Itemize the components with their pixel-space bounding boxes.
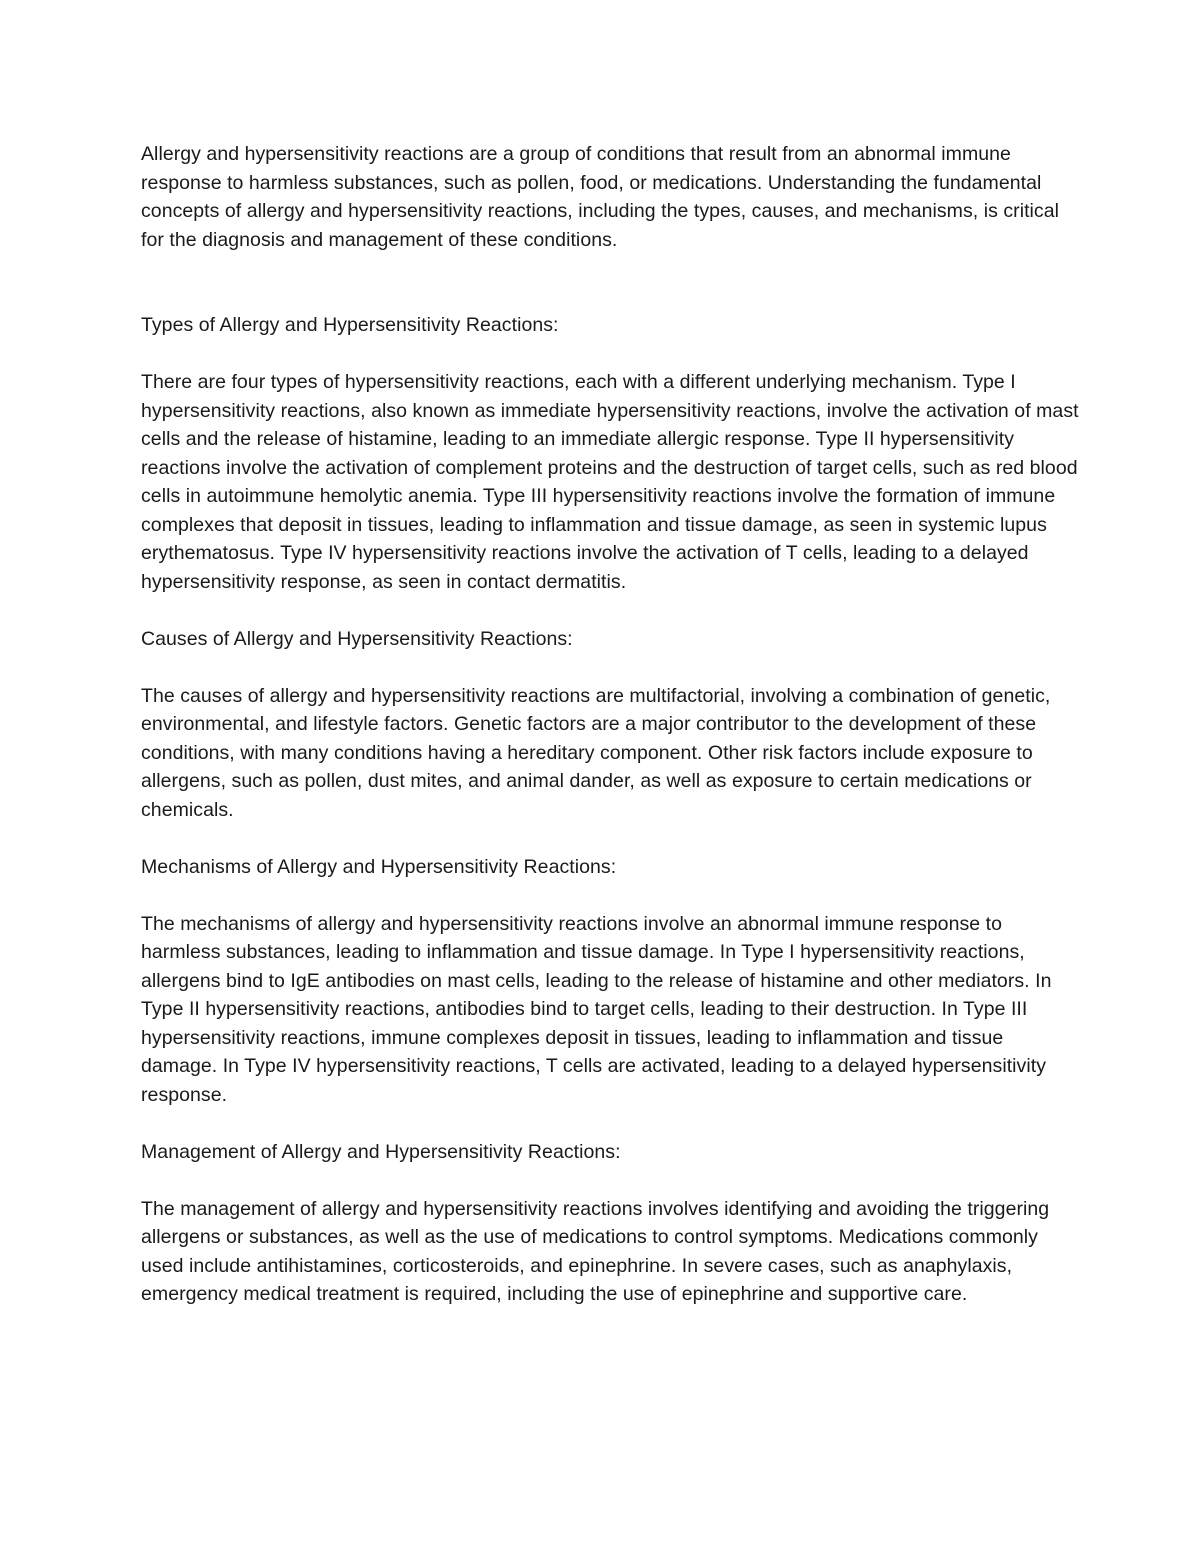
section-body-types: There are four types of hypersensitivity reactions, each with a different underlying mechanism. Type I hypersensitivity reactions, also known as immediate hypersensitivity reactions, involve the activation of mast cells and the release of histamine, leading to an immediate allergic response. Type II hypersensitivity reactions involve the activation of complement proteins and the destruction of target cells, such as red blood cells in autoimmune hemolytic anemia. Type III hypersensitivity reactions involve the formation of immune complexes that deposit in tissues, leading to inflammation and tissue damage, as seen in systemic lupus erythematosus. Type IV hypersensitivity reactions involve the activation of T cells, leading to a delayed hypersensitivity response, as seen in contact dermatitis.: [141, 371, 1079, 593]
section-heading-types: Types of Allergy and Hypersensitivity Reactions:: [141, 314, 559, 336]
section-heading-causes: Causes of Allergy and Hypersensitivity Reactions:: [141, 627, 573, 650]
document-page: [141, 140, 1081, 1337]
section-body-management: The management of allergy and hypersensitivity reactions involves identifying and avoiding the triggering allergens or substances, as well as the use of medications to control symptoms. Medications commonly used include antihistamines, corticosteroids, and epinephrine. In severe cases, such as anaphylaxis, emergency medical treatment is required, including the use of epinephrine and supportive care.: [141, 1197, 1050, 1305]
section-body-mechanisms: The mechanisms of allergy and hypersensitivity reactions involve an abnormal immune response to harmless substances, leading to inflammation and tissue damage. In Type I hypersensitivity reactions, allergens bind to IgE antibodies on mast cells, leading to the release of histamine and other mediators. In Type II hypersensitivity reactions, antibodies bind to target cells, leading to their destruction. In Type III hypersensitivity reactions, immune complexes deposit in tissues, leading to inflammation and tissue damage. In Type IV hypersensitivity reactions, T cells are activated, leading to a delayed hypersensitivity response.: [141, 912, 1052, 1106]
section-heading-mechanisms: Mechanisms of Allergy and Hypersensitivity Reactions:: [141, 855, 617, 878]
intro-paragraph: Allergy and hypersensitivity reactions are a group of conditions that result from an abnormal immune response to harmless substances, such as pollen, food, or medications. Understanding the fundamental concepts of allergy and hypersensitivity reactions, including the types, causes, and mechanisms, is critical for the diagnosis and management of these conditions.: [141, 143, 1060, 251]
section-body-causes: The causes of allergy and hypersensitivity reactions are multifactorial, involving a combination of genetic, environmental, and lifestyle factors. Genetic factors are a major contributor to the development of these conditions, with many conditions having a hereditary component. Other risk factors include exposure to allergens, such as pollen, dust mites, and animal dander, as well as exposure to certain medications or chemicals.: [141, 684, 1051, 821]
section-heading-management: Management of Allergy and Hypersensitivity Reactions:: [141, 1140, 621, 1163]
